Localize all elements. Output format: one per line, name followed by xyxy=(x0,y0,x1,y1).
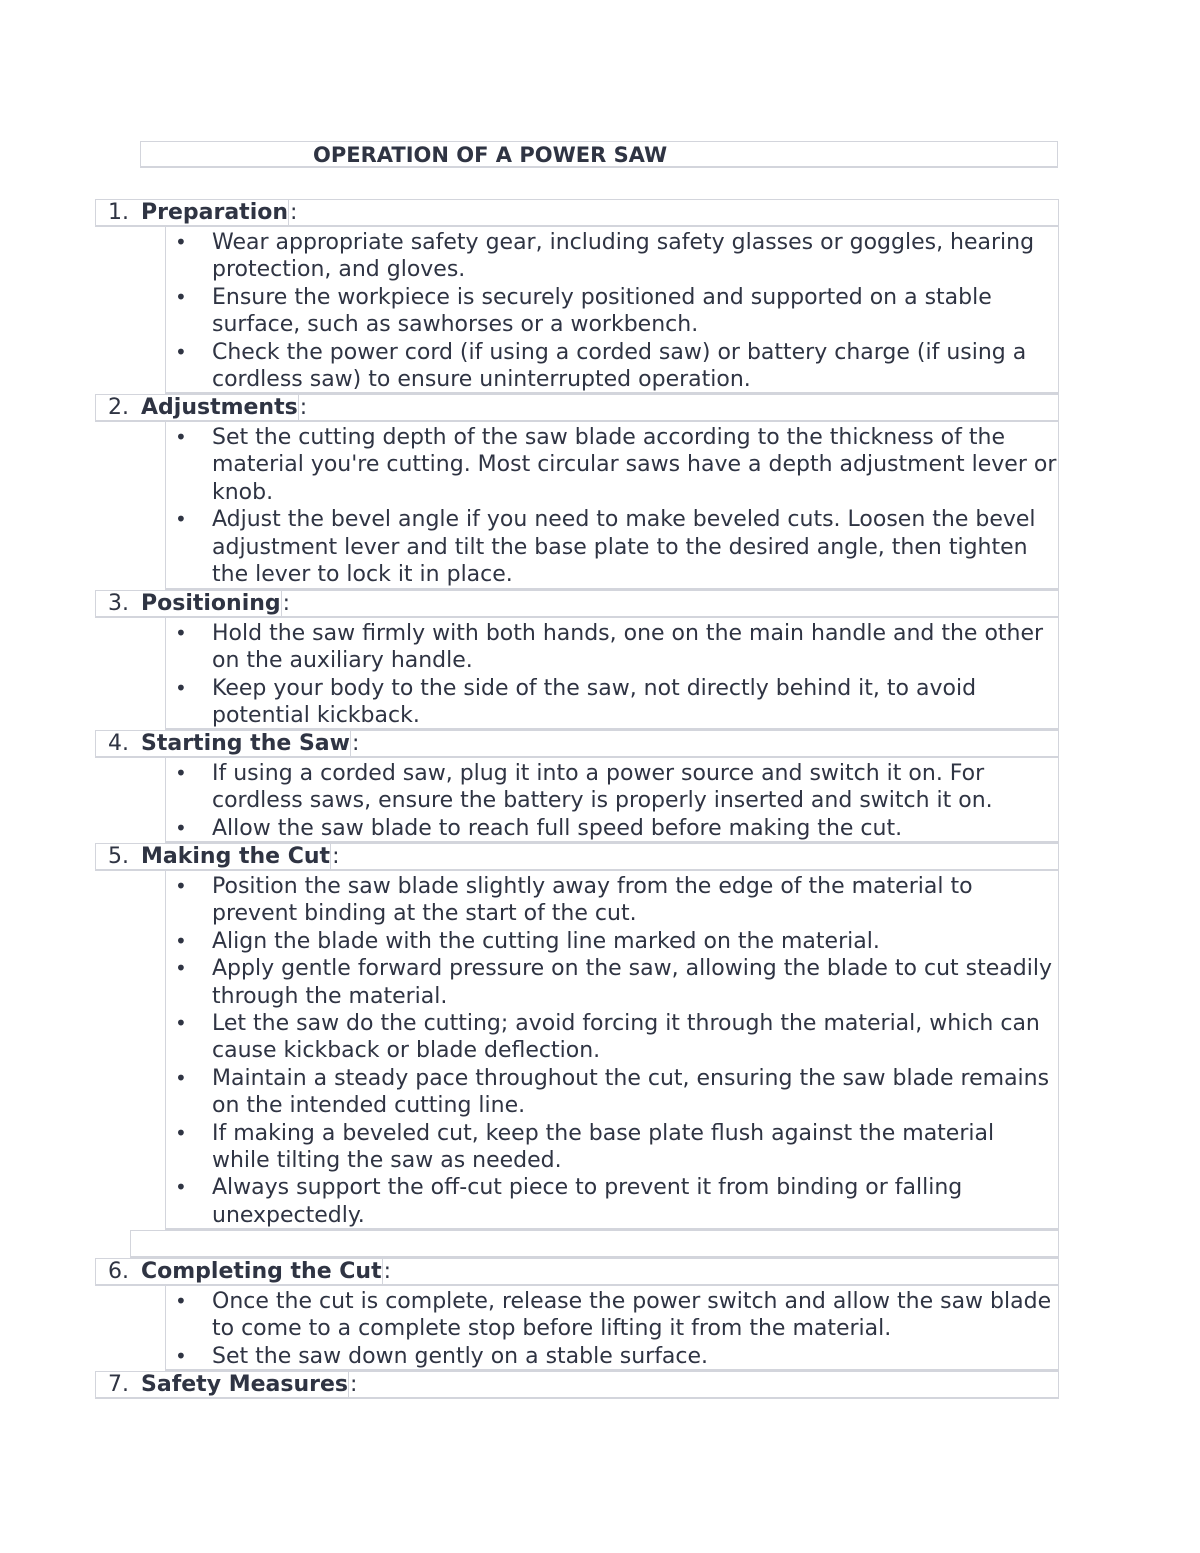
section-heading-6 xyxy=(95,1258,1059,1286)
section-colon: : xyxy=(299,395,308,420)
section-colon: : xyxy=(282,591,291,616)
section-number: 5. xyxy=(108,844,129,869)
list-item: • Set the cutting depth of the saw blade according to the thickness of the material you're cutting. Most circular saws have a depth adjustment lever or knob. xyxy=(166,424,1058,506)
document-title: OPERATION OF A POWER SAW xyxy=(313,143,668,167)
section-number: 3. xyxy=(108,591,129,616)
section-colon: : xyxy=(383,1259,392,1284)
section-heading-1 xyxy=(95,199,1059,227)
section-bullets-3 xyxy=(165,618,1059,730)
section-title: Positioning xyxy=(141,591,281,616)
list-item: • Let the saw do the cutting; avoid forcing it through the material, which can cause kickback or blade deflection. xyxy=(166,1010,1058,1065)
section-bullets-1 xyxy=(165,227,1059,394)
section-bullets-5 xyxy=(165,871,1059,1230)
section-heading-4 xyxy=(95,730,1059,758)
section-heading-2 xyxy=(95,394,1059,422)
section-colon: : xyxy=(290,200,298,225)
list-item: • If making a beveled cut, keep the base plate flush against the material while tilting the saw as needed. xyxy=(166,1120,1058,1175)
section-colon: : xyxy=(332,844,340,869)
section-colon: : xyxy=(349,1372,358,1397)
section-title: Preparation xyxy=(141,200,289,225)
list-item: • Check the power cord (if using a corded saw) or battery charge (if using a cordless saw) to ensure uninterrupted operation. xyxy=(166,339,1058,394)
section-heading-7 xyxy=(95,1371,1059,1399)
section-number: 7. xyxy=(108,1372,129,1397)
section-title: Adjustments xyxy=(141,395,298,420)
section-title: Safety Measures xyxy=(141,1372,348,1397)
list-item: • Hold the saw firmly with both hands, one on the main handle and the other on the auxiliary handle. xyxy=(166,620,1058,675)
section-number: 4. xyxy=(108,731,129,756)
empty-spacer-row xyxy=(130,1230,1059,1258)
section-number: 2. xyxy=(108,395,129,420)
section-title: Making the Cut xyxy=(141,844,331,869)
section-heading-5 xyxy=(95,843,1059,871)
section-colon: : xyxy=(351,731,360,756)
list-item: • Wear appropriate safety gear, including safety glasses or goggles, hearing protection, and gloves. xyxy=(166,229,1058,284)
section-bullets-2 xyxy=(165,422,1059,590)
list-item: • Ensure the workpiece is securely positioned and supported on a stable surface, such as sawhorses or a workbench. xyxy=(166,284,1058,339)
list-item: • Always support the off-cut piece to prevent it from binding or falling unexpectedly. xyxy=(166,1174,1058,1229)
title-frame xyxy=(140,141,1058,168)
list-item: • Apply gentle forward pressure on the saw, allowing the blade to cut steadily through the material. xyxy=(166,955,1058,1010)
section-title: Starting the Saw xyxy=(141,731,350,756)
list-item: • Set the saw down gently on a stable surface. xyxy=(166,1343,1058,1370)
list-item: • Once the cut is complete, release the power switch and allow the saw blade to come to a complete stop before lifting it from the material. xyxy=(166,1288,1058,1343)
section-number: 6. xyxy=(108,1259,129,1284)
section-number: 1. xyxy=(108,200,129,225)
list-item: • Align the blade with the cutting line marked on the material. xyxy=(166,928,1058,955)
list-item: • Maintain a steady pace throughout the cut, ensuring the saw blade remains on the intended cutting line. xyxy=(166,1065,1058,1120)
section-bullets-4 xyxy=(165,758,1059,843)
section-title: Completing the Cut xyxy=(141,1259,382,1284)
list-item: • Allow the saw blade to reach full speed before making the cut. xyxy=(166,815,1058,842)
list-item: • Adjust the bevel angle if you need to make beveled cuts. Loosen the bevel adjustment lever and tilt the base plate to the desired angle, then tighten the lever to lock it in place. xyxy=(166,506,1058,588)
list-item: • Keep your body to the side of the saw, not directly behind it, to avoid potential kickback. xyxy=(166,675,1058,730)
list-item: • If using a corded saw, plug it into a power source and switch it on. For cordless saws, ensure the battery is properly inserted and switch it on. xyxy=(166,760,1058,815)
list-item: • Position the saw blade slightly away from the edge of the material to prevent binding at the start of the cut. xyxy=(166,873,1058,928)
section-bullets-6 xyxy=(165,1286,1059,1371)
section-heading-3 xyxy=(95,590,1059,618)
